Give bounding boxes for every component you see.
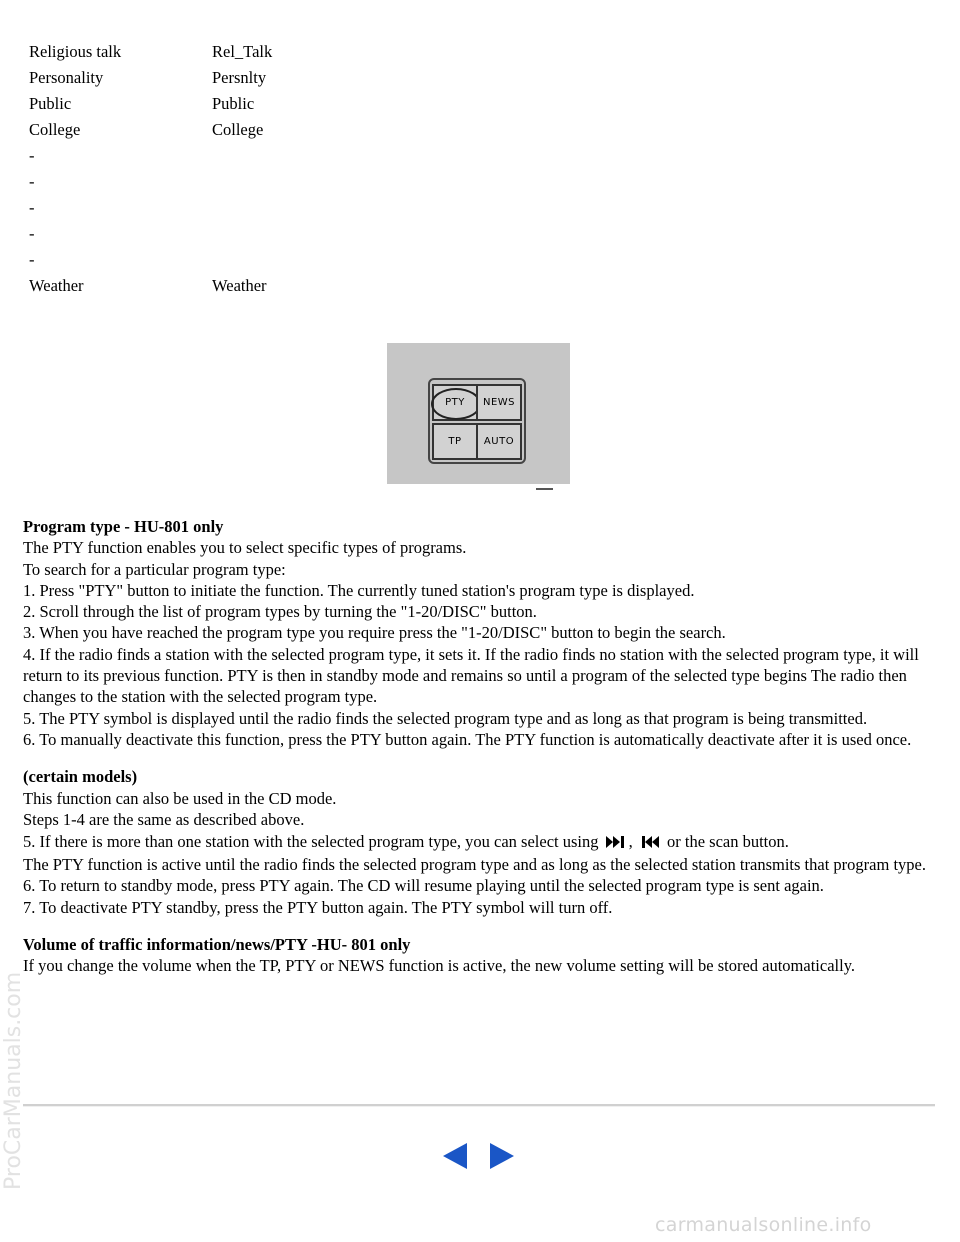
button-panel	[428, 378, 526, 464]
paragraph: 6. To return to standby mode, press PTY again. The CD will resume playing until the selected program type is sent again.	[23, 876, 824, 896]
program-type-name: Religious talk	[29, 42, 122, 61]
previous-page-button[interactable]	[443, 1143, 467, 1169]
program-type-abbr: Persnlty	[212, 68, 267, 87]
news-button	[476, 384, 522, 421]
paragraph: Steps 1-4 are the same as described above.	[23, 809, 305, 829]
program-type-name: College	[29, 120, 81, 139]
program-type-name: -	[29, 146, 35, 165]
program-type-abbr: Rel_Talk	[212, 42, 273, 61]
auto-label: AUTO	[483, 436, 515, 447]
paragraph: 2. Scroll through the list of program types by turning the "1-20/DISC" button.	[23, 602, 537, 622]
highlight-ellipse	[431, 388, 481, 420]
paragraph	[23, 830, 938, 854]
divider	[23, 1104, 935, 1107]
news-label: NEWS	[482, 397, 516, 408]
paragraph: 5. The PTY symbol is displayed until the radio finds the selected program type and as long as that program is being transmitted.	[23, 708, 868, 728]
pty-button	[432, 384, 478, 421]
program-type-name: -	[29, 224, 35, 243]
paragraph: 6. To manually deactivate this function, press the PTY button again. The PTY function is automatically deactivate after it is used once.	[23, 729, 912, 749]
auto-button	[476, 423, 522, 460]
separator: ,	[628, 832, 633, 852]
paragraph: To search for a particular program type:	[23, 559, 286, 579]
next-track-icon	[606, 836, 626, 848]
program-type-abbr: Weather	[212, 276, 267, 295]
watermark-bottom: carmanualsonline.info	[655, 1214, 872, 1236]
program-type-name: -	[29, 172, 35, 191]
paragraph: The PTY function enables you to select specific types of programs.	[23, 538, 467, 558]
pty-label: PTY	[445, 397, 465, 408]
step5-text-end: or the scan button.	[667, 832, 789, 852]
paragraph: This function can also be used in the CD mode.	[23, 788, 337, 808]
content	[23, 516, 938, 977]
program-type-name: -	[29, 198, 35, 217]
program-type-name: -	[29, 250, 35, 269]
tp-label: TP	[448, 436, 462, 447]
paragraph: 3. When you have reached the program type you require press the "1-20/DISC" button to begin the search.	[23, 623, 726, 643]
paragraph: 7. To deactivate PTY standby, press the PTY button again. The PTY symbol will turn off.	[23, 897, 613, 917]
step5-text: 5. If there is more than one station with the selected program type, you can select using	[23, 832, 599, 852]
paragraph: If you change the volume when the TP, PTY or NEWS function is active, the new volume setting will be stored automatically.	[23, 956, 855, 976]
tp-button	[432, 423, 478, 460]
program-type-abbr: College	[212, 120, 264, 139]
radio-buttons-figure	[387, 343, 570, 484]
program-type-name: Personality	[29, 68, 104, 87]
watermark-left	[0, 650, 32, 1190]
section-heading: Program type - HU-801 only	[23, 517, 224, 536]
paragraph: 1. Press "PTY" button to initiate the function. The currently tuned station's program type is displayed.	[23, 580, 695, 600]
watermark-text: ProCarManuals.com	[1, 971, 26, 1190]
program-type-abbr: Public	[212, 94, 255, 113]
paragraph: The PTY function is active until the radio finds the selected program type and as long as the selected station transmits that program type.	[23, 855, 926, 875]
next-page-button[interactable]	[490, 1143, 514, 1169]
program-type-name: Public	[29, 94, 72, 113]
section-heading: (certain models)	[23, 767, 138, 787]
section-heading: Volume of traffic information/news/PTY -HU- 801 only	[23, 935, 411, 955]
previous-track-icon	[640, 836, 660, 848]
figure-mark	[536, 488, 553, 490]
paragraph: 4. If the radio finds a station with the selected program type, it sets it. If the radio finds no station with the selected program type, it will return to its previous function. PTY is then in standby mode and remains so until a program of the selected type begins The radio then changes to the station with the selected program type.	[23, 644, 919, 707]
program-type-name: Weather	[29, 276, 84, 295]
